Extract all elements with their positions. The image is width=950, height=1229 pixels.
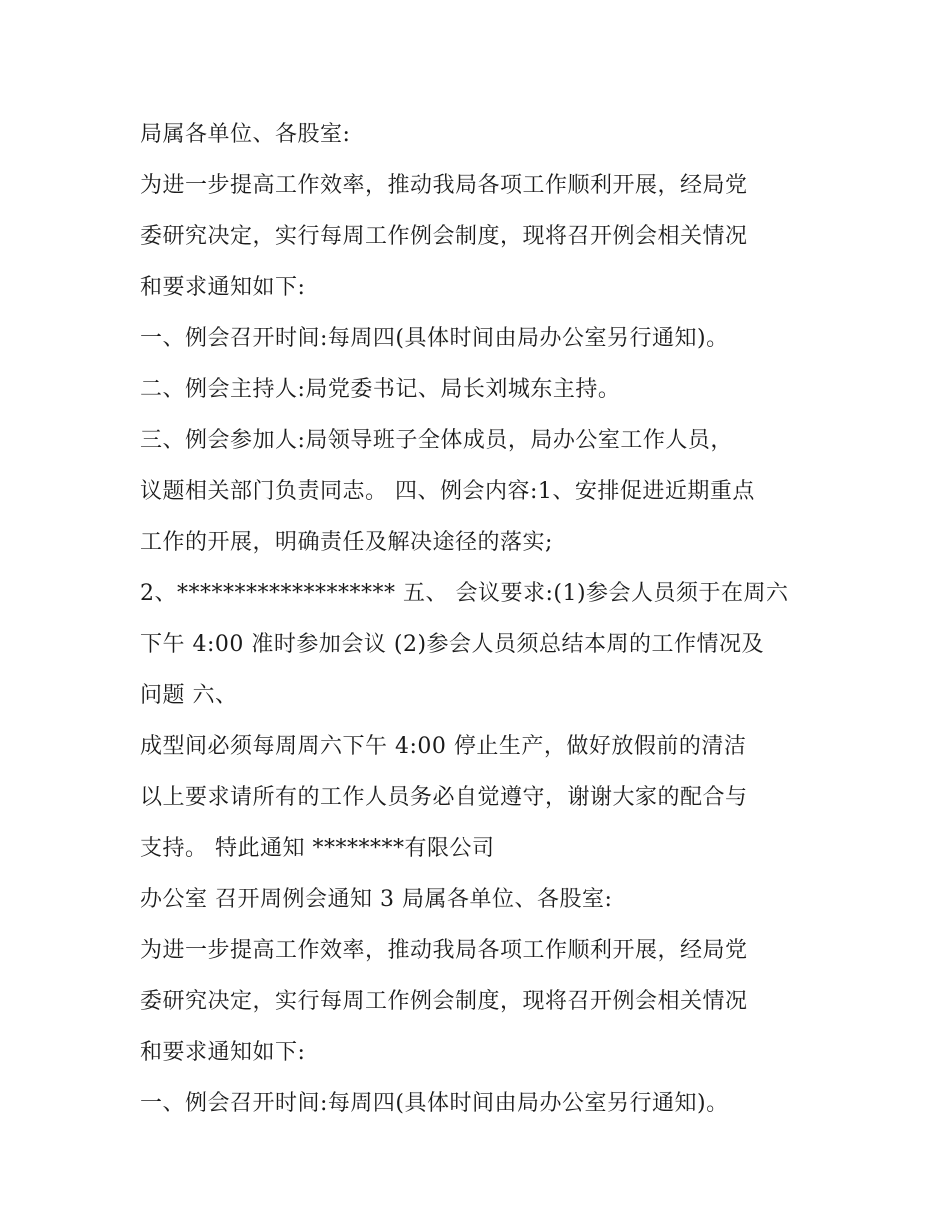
text-line: 问题 六、 [140,683,238,708]
text-line: 委研究决定，实行每周工作例会制度，现将召开例会相关情况 [140,224,748,249]
text-line: 以上要求请所有的工作人员务必自觉遵守，谢谢大家的配合与 [140,785,748,810]
text-line: 支持。 特此通知 ********有限公司 [140,836,495,861]
text-line: 2、******************* 五、 会议要求:(1)参会人员须于在周六 [140,581,789,606]
text-line: 三、例会参加人:局领导班子全体成员，局办公室工作人员， [140,428,733,453]
text-line: 为进一步提高工作效率，推动我局各项工作顺利开展，经局党 [140,938,748,963]
text-line: 和要求通知如下: [140,1040,306,1065]
text-line: 一、例会召开时间:每周四(具体时间由局办公室另行通知)。 [140,326,729,351]
text-line: 局属各单位、各股室: [140,122,351,147]
text-line: 成型间必须每周周六下午 4:00 停止生产，做好放假前的清洁 [140,734,747,759]
text-line: 二、例会主持人:局党委书记、局长刘城东主持。 [140,377,621,402]
text-line: 为进一步提高工作效率，推动我局各项工作顺利开展，经局党 [140,173,748,198]
text-line: 委研究决定，实行每周工作例会制度，现将召开例会相关情况 [140,989,748,1014]
text-line: 办公室 召开周例会通知 3 局属各单位、各股室: [140,887,613,912]
text-line: 工作的开展，明确责任及解决途径的落实; [140,530,553,555]
document-body [140,109,820,1129]
text-line: 下午 4:00 准时参加会议 (2)参会人员须总结本周的工作情况及 [140,632,765,657]
text-line: 和要求通知如下: [140,275,306,300]
text-line: 一、例会召开时间:每周四(具体时间由局办公室另行通知)。 [140,1091,729,1116]
text-line: 议题相关部门负责同志。 四、例会内容:1、安排促进近期重点 [140,479,755,504]
